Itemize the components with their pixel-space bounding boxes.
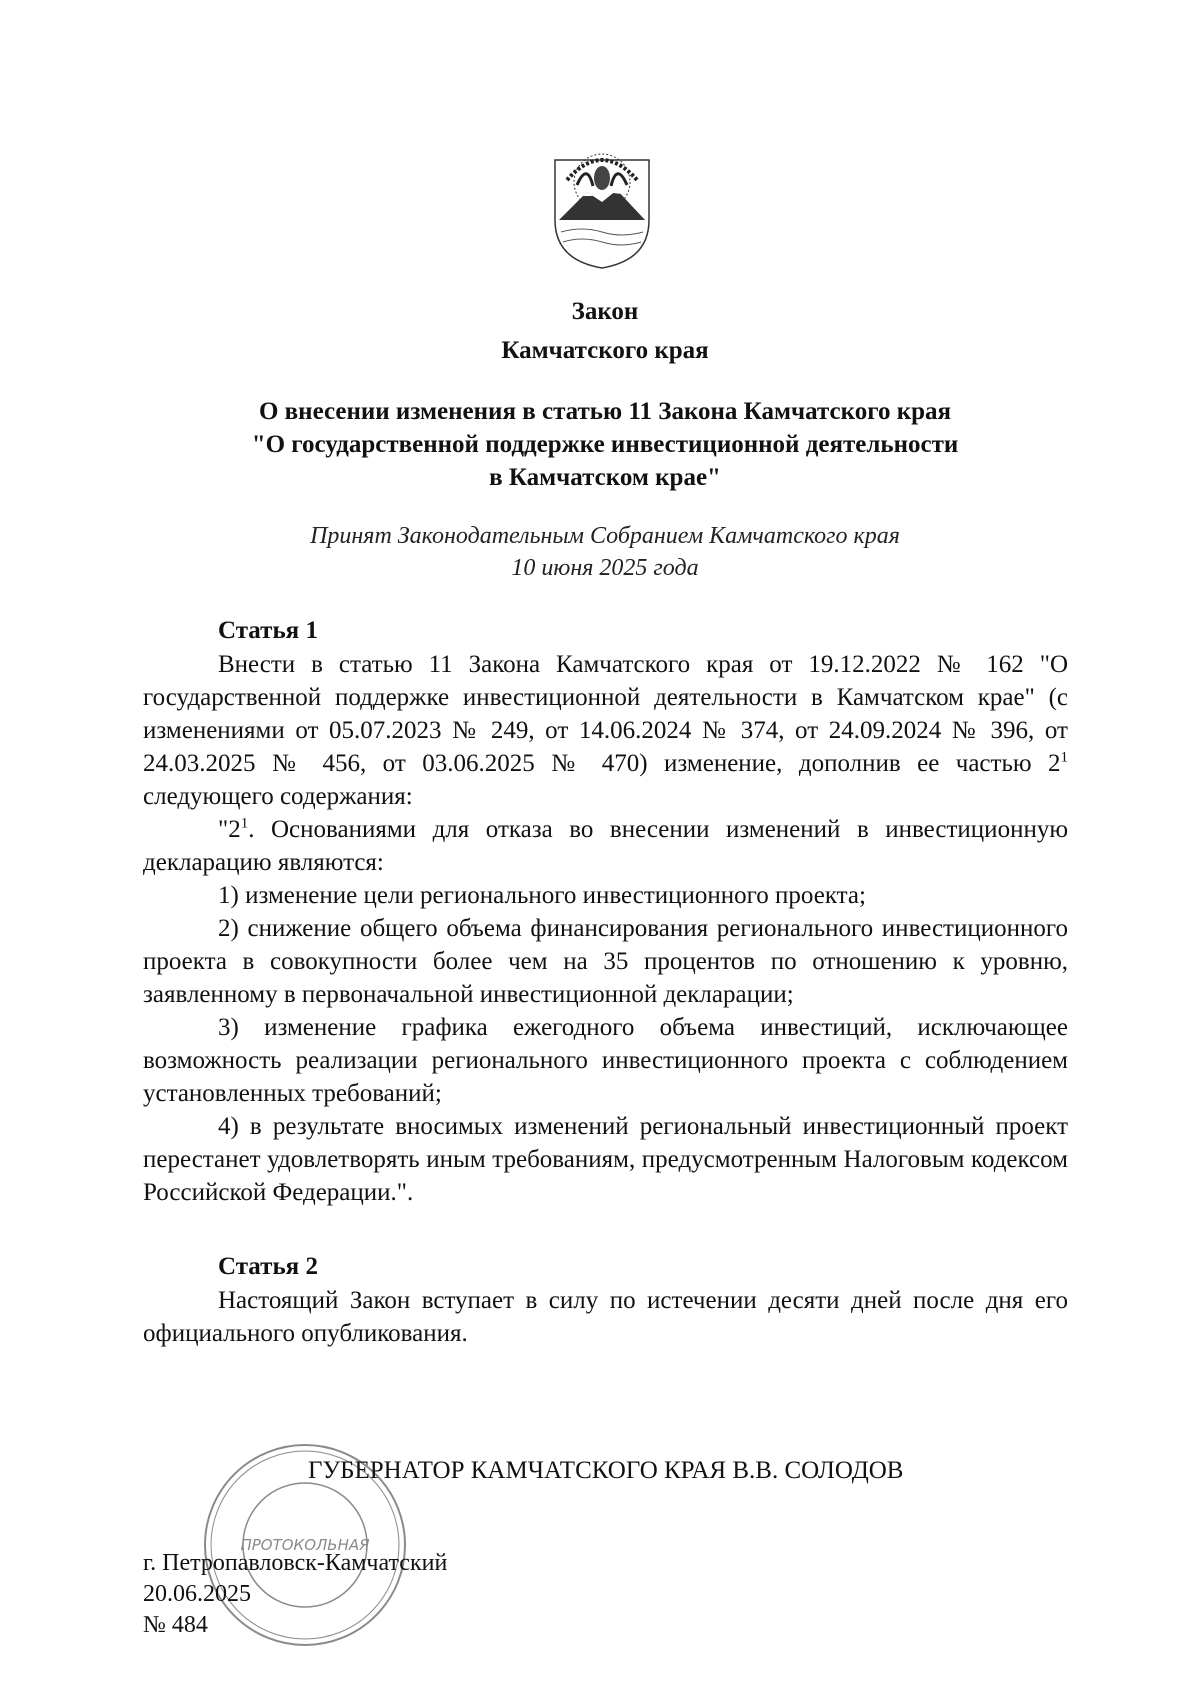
- superscript: 1: [1060, 749, 1068, 766]
- law-subject-line: в Камчатском крае": [489, 464, 721, 491]
- place-date: 20.06.2025: [143, 1581, 251, 1607]
- law-subject-line: "О государственной поддержке инвестиционной деятельности: [251, 431, 959, 458]
- article-1-intro-tail: следующего содержания:: [143, 783, 413, 810]
- adoption-date: 10 июня 2025 года: [511, 555, 699, 581]
- list-item: 1) изменение цели регионального инвестиционного проекта;: [218, 882, 866, 909]
- law-subject-line: О внесении изменения в статью 11 Закона Камчатского края: [258, 398, 952, 425]
- adoption-note: [140, 520, 1070, 584]
- list-item: 3) изменение графика ежегодного объема инвестиций, исключающее возможность реализации регионального инвестиционного проекта с соблюдением установленных требований;: [143, 1014, 1068, 1107]
- article-1-intro-text: Внести в статью 11 Закона Камчатского края от 19.12.2022 № 162 "О государственной поддержке инвестиционной деятельности в Камчатском крае" (с изменениями от 05.07.2023 № 249, от 14.06.2024 № 374, от 24.09.2024 № 396, от 24.03.2025 № 456, от 03.06.2025 № 470) изменение, дополнив ее частью 2: [143, 651, 1068, 777]
- part-text: . Основаниями для отказа во внесении изменений в инвестиционную декларацию являются:: [143, 816, 1068, 876]
- place-city: г. Петропавловск-Камчатский: [143, 1550, 448, 1576]
- article-1-part: [143, 813, 1068, 879]
- article-1-heading: Статья 1: [218, 617, 318, 644]
- list-item: 4) в результате вносимых изменений региональный инвестиционный проект перестанет удовлетворять иным требованиям, предусмотренным Налоговым кодексом Российской Федерации.".: [143, 1113, 1068, 1206]
- article-1-intro: [143, 648, 1068, 813]
- law-subject: [140, 395, 1070, 494]
- adoption-body: Принят Законодательным Собранием Камчатского края: [310, 523, 900, 549]
- article-2-text: Настоящий Закон вступает в силу по истечении десяти дней после дня его официального опубликования.: [143, 1287, 1068, 1347]
- list-item: 2) снижение общего объема финансирования регионального инвестиционного проекта в совокупности более чем на 35 процентов по отношению к уровню, заявленному в первоначальной инвестиционной декларации;: [143, 915, 1068, 1008]
- article-2-heading: Статья 2: [218, 1253, 318, 1280]
- superscript: 1: [240, 815, 249, 832]
- article-1-body: [143, 648, 1068, 1209]
- kamchatka-coat-of-arms-icon: [547, 140, 657, 270]
- governor-signature: ГУБЕРНАТОР КАМЧАТСКОГО КРАЯ В.В. СОЛОДОВ: [308, 1457, 904, 1484]
- law-region: Камчатского края: [501, 337, 709, 364]
- law-number: № 484: [143, 1612, 208, 1638]
- law-title: Закон: [571, 298, 639, 325]
- stamp-center-text: ПРОТОКОЛЬНАЯ: [240, 1536, 370, 1554]
- part-prefix: "2: [218, 816, 241, 843]
- article-2-body: [143, 1284, 1068, 1350]
